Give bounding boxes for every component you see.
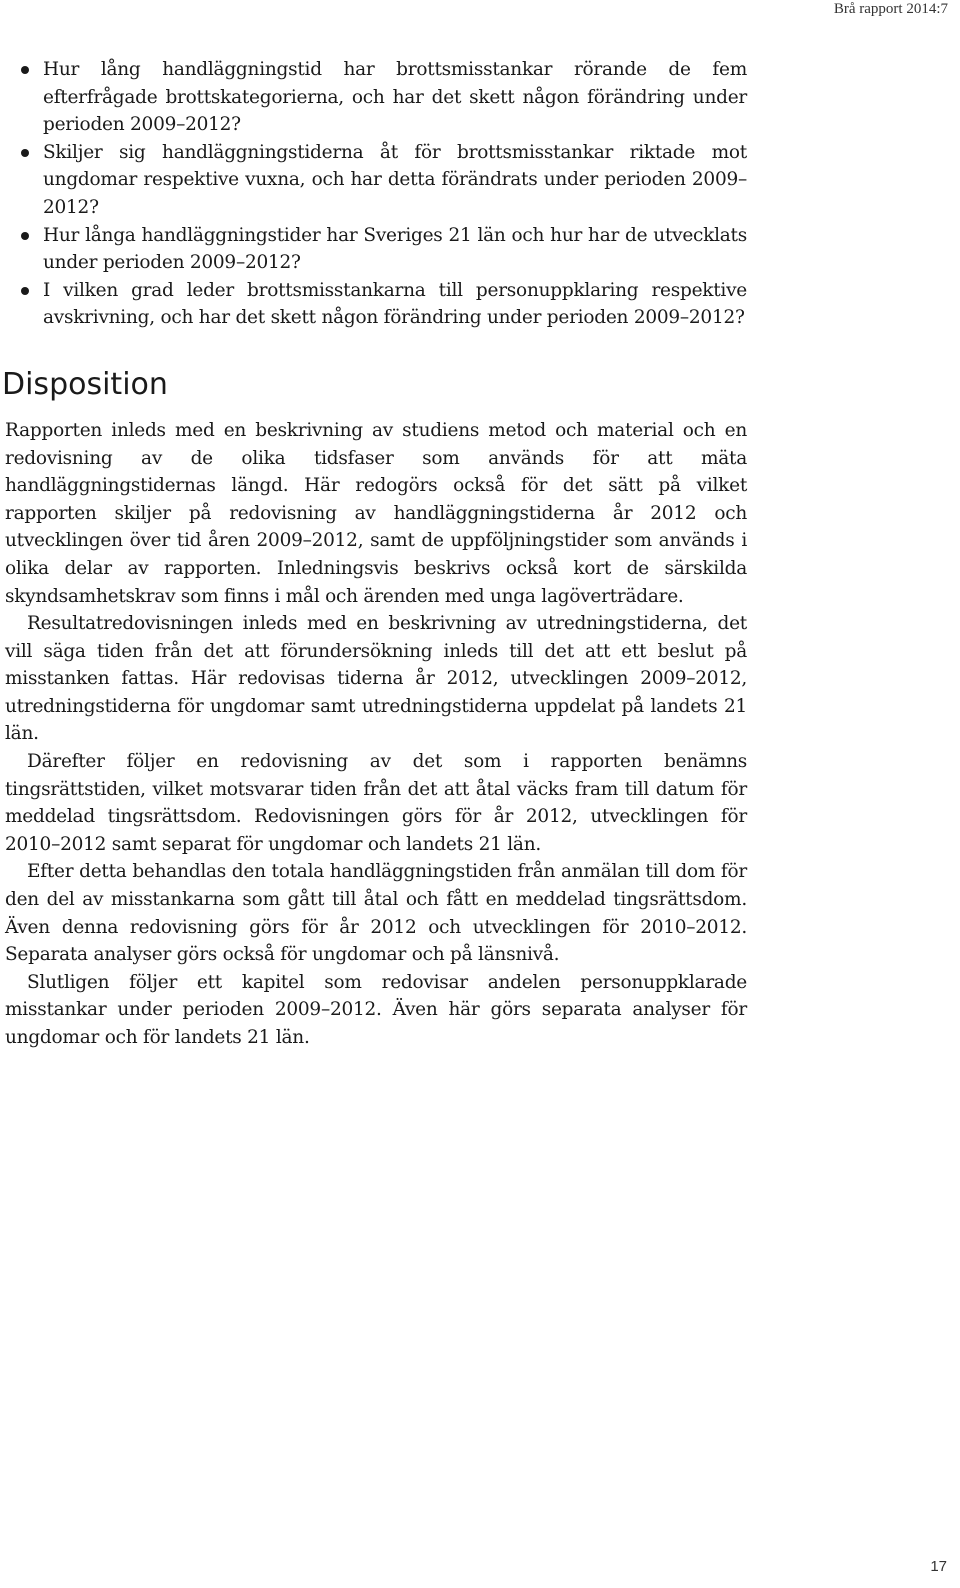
paragraph-investigation-times: Resultatredovisningen inleds med en beskrivning av utredningstiderna, det vill säga tiden från det att förundersökning inleds till det att ett beslut på misstanken fattas. Här redovisas tiderna år 2012, utvecklingen 2009–2012, utredningstiderna för ungdomar samt utredningstiderna uppdelat på landets 21 län. xyxy=(5,613,747,745)
paragraph-total-time: Efter detta behandlas den totala handläggningstiden från anmälan till dom för den del av misstankarna som gått till åtal och fått en meddelad tingsrättsdom. Även denna redovisning görs för år 2012 och utvecklingen för 2010–2012. Separata analyser görs också för ungdomar och på länsnivå. xyxy=(5,861,747,966)
bullet-icon xyxy=(21,66,29,74)
list-item-text: I vilken grad leder brottsmisstankarna till personuppklaring respektive avskrivning, och har det skett någon förändring under perioden 2009–2012? xyxy=(43,279,747,329)
paragraph-intro: Rapporten inleds med en beskrivning av studiens metod och material och en redovisning av de olika tidsfaser som används för att mäta handläggningstidernas längd. Här redogörs också för det sätt på vilket rapporten skiljer på redovisning av handläggningstiderna år 2012 och utvecklingen över tid åren 2009–2012, samt de uppföljningstider som används i olika delar av rapporten. Inledningsvis beskrivs också kort de särskilda skyndsamhetskrav som finns i mål och ärenden med unga lagöverträdare. xyxy=(5,419,747,607)
list-item-text: Hur lång handläggningstid har brottsmisstankar rörande de fem efterfrågade brottskategorierna, och har det skett någon förändring under perioden 2009–2012? xyxy=(43,59,747,136)
list-item-text: Hur långa handläggningstider har Sveriges 21 län och hur har de utvecklats under perioden 2009–2012? xyxy=(43,224,747,274)
list-item xyxy=(5,56,747,139)
question-list xyxy=(5,56,747,332)
list-item xyxy=(5,277,747,332)
bullet-icon xyxy=(21,149,29,157)
bullet-icon xyxy=(21,287,29,295)
page-body xyxy=(2,56,747,1052)
list-item xyxy=(5,222,747,277)
running-header: Brå rapport 2014:7 xyxy=(833,1,948,17)
list-item xyxy=(5,139,747,222)
bullet-icon xyxy=(21,232,29,240)
page-number: 17 xyxy=(930,1558,947,1575)
list-item-text: Skiljer sig handläggningstiderna åt för brottsmisstankar riktade mot ungdomar respektive vuxna, och har detta förändrats under perioden 2009–2012? xyxy=(43,141,747,218)
paragraph-court-time: Därefter följer en redovisning av det som i rapporten benämns tingsrättstiden, vilket motsvarar tiden från det att åtal väcks fram till datum för meddelad tingsrättsdom. Redovisningen görs för år 2012, utvecklingen för 2010–2012 samt separat för ungdomar och landets 21 län. xyxy=(5,751,747,855)
paragraph-clearance: Slutligen följer ett kapitel som redovisar andelen personuppklarade misstankar under perioden 2009–2012. Även här görs separata analyser för ungdomar och för landets 21 län. xyxy=(5,971,747,1048)
section-heading: Disposition xyxy=(2,366,168,402)
